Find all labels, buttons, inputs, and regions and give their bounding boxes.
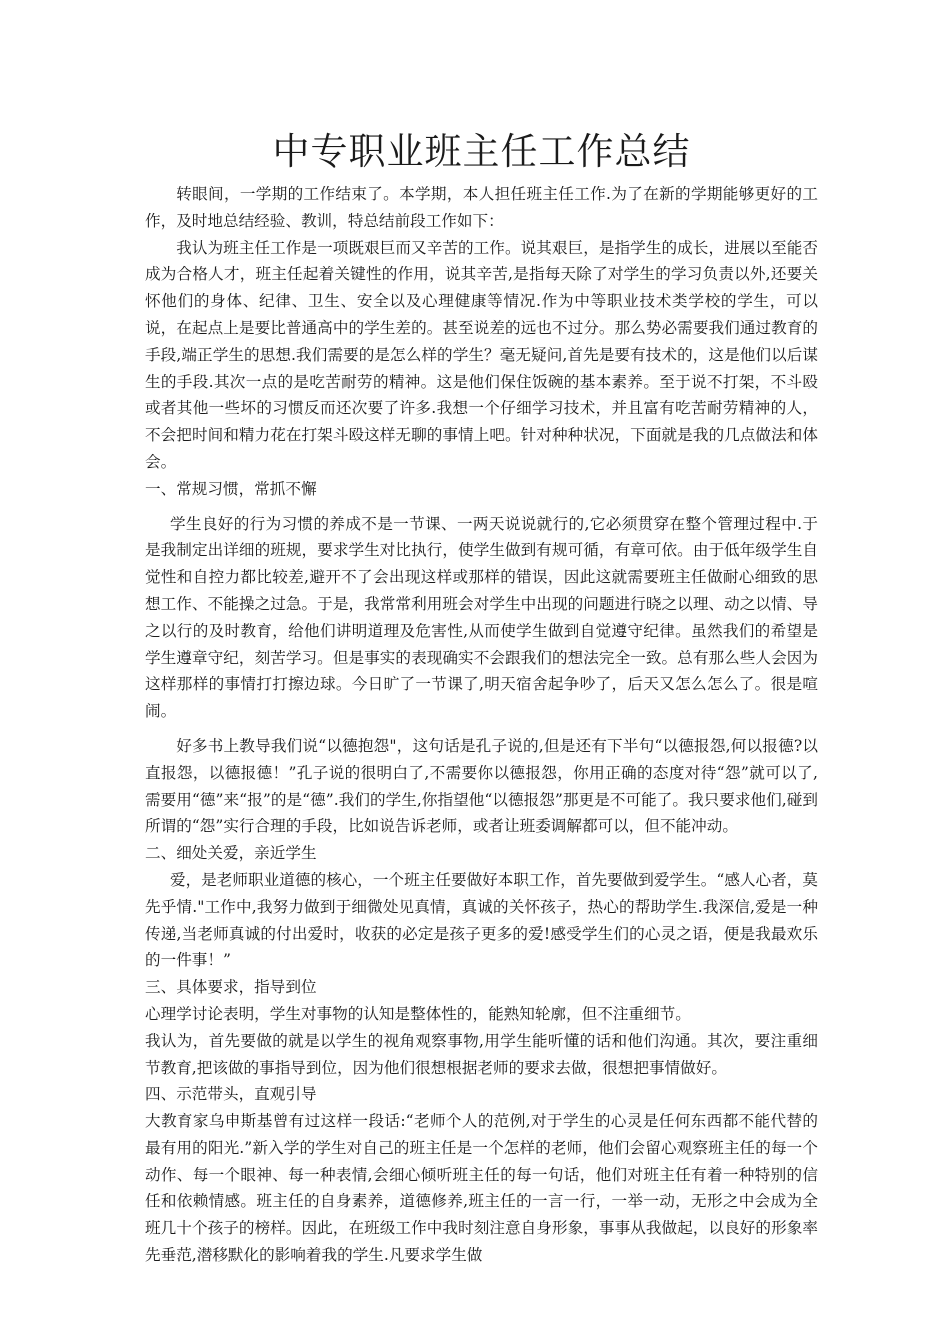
- document-title: 中专职业班主任工作总结: [272, 130, 691, 173]
- section-4-paragraph-1: 大教育家乌申斯基曾有过这样一段话:“老师个人的范例,对于学生的心灵是任何东西都不能代替的最有用的阳光.”新入学的学生对自己的班主任是一个怎样的老师，他们会留心观察班主任的每一个动作、每一个眼神、每一种表情,会细心倾听班主任的每一句话，他们对班主任有着一种特别的信任和依赖情感。班主任的自身素养，道德修养,班主任的一言一行，一举一动，无形之中会成为全班几十个孩子的榜样。因此，在班级工作中我时刻注意自身形象，事事从我做起，以良好的形象率先垂范,潜移默化的影响着我的学生.凡要求学生做: [145, 1112, 818, 1265]
- intro-paragraph-2: 我认为班主任工作是一项既艰巨而又辛苦的工作。说其艰巨，是指学生的成长，进展以至能否成为合格人才，班主任起着关键性的作用，说其辛苦,是指每天除了对学生的学习负责以外,还要关怀他们的身体、纪律、卫生、安全以及心理健康等情况.作为中等职业技术类学校的学生，可以说，在起点上是要比普通高中的学生差的。甚至说差的远也不过分。那么势必需要我们通过教育的手段,端正学生的思想.我们需要的是怎么样的学生？毫无疑问,首先是要有技术的，这是他们以后谋生的手段.其次一点的是吃苦耐劳的精神。这是他们保住饭碗的基本素养。至于说不打架，不斗殴或者其他一些坏的习惯反而还次要了许多.我想一个仔细学习技术，并且富有吃苦耐劳精神的人，不会把时间和精力花在打架斗殴这样无聊的事情上吧。针对种种状况，下面就是我的几点做法和体会。: [145, 238, 818, 471]
- section-3-paragraph-1: 心理学讨论表明，学生对事物的认知是整体性的，能熟知轮廓，但不注重细节。: [145, 1004, 691, 1023]
- intro-paragraph-1: 转眼间，一学期的工作结束了。本学期，本人担任班主任工作.为了在新的学期能够更好的工作，及时地总结经验、教训，特总结前段工作如下：: [145, 185, 818, 230]
- section-1-paragraph-1: 学生良好的行为习惯的养成不是一节课、一两天说说就行的,它必须贯穿在整个管理过程中.于是我制定出详细的班规，要求学生对比执行，使学生做到有规可循，有章可依。由于低年级学生自觉性和自控力都比较差,避开不了会出现这样或那样的错误，因此这就需要班主任做耐心细致的思想工作、不能操之过急。于是，我常常利用班会对学生中出现的问题进行晓之以理、动之以情、导之以行的及时教育，给他们讲明道理及危害性,从而使学生做到自觉遵守纪律。虽然我们的希望是学生遵章守纪，刻苦学习。但是事实的表现确实不会跟我们的想法完全一致。总有那么些人会因为这样那样的事情打打擦边球。今日旷了一节课了,明天宿舍起争吵了，后天又怎么怎么了。很是喧闹。: [145, 514, 818, 721]
- section-1-paragraph-2: 好多书上教导我们说“以德抱怨"，这句话是孔子说的,但是还有下半句“以德报怨,何以报德?以直报怨，以德报德！”孔子说的很明白了,不需要你以德报怨，你用正确的态度对待“怨”就可以了,需要用“德”来“报”的是“德”.我们的学生,你指望他“以德报怨”那更是不可能了。我只要求他们,碰到所谓的“怨”实行合理的手段，比如说告诉老师，或者让班委调解都可以，但不能冲动。: [145, 736, 818, 836]
- section-1-heading: 一、常规习惯，常抓不懈: [145, 479, 317, 498]
- section-2-paragraph-1: 爱，是老师职业道德的核心，一个班主任要做好本职工作，首先要做到爱学生。“感人心者，莫先乎情."工作中,我努力做到于细微处见真情，真诚的关怀孩子，热心的帮助学生.我深信,爱是一种传递,当老师真诚的付出爱时，收获的必定是孩子更多的爱!感受学生们的心灵之语，便是我最欢乐的一件事！”: [145, 870, 818, 970]
- section-4-heading: 四、示范带头，直观引导: [145, 1085, 317, 1104]
- section-3-paragraph-2: 我认为，首先要做的就是以学生的视角观察事物,用学生能听懂的话和他们沟通。其次，要注重细节教育,把该做的事指导到位，因为他们很想根据老师的要求去做，很想把事情做好。: [145, 1031, 818, 1077]
- section-3-heading: 三、具体要求，指导到位: [145, 978, 317, 997]
- section-2-heading: 二、细处关爱，亲近学生: [145, 844, 317, 863]
